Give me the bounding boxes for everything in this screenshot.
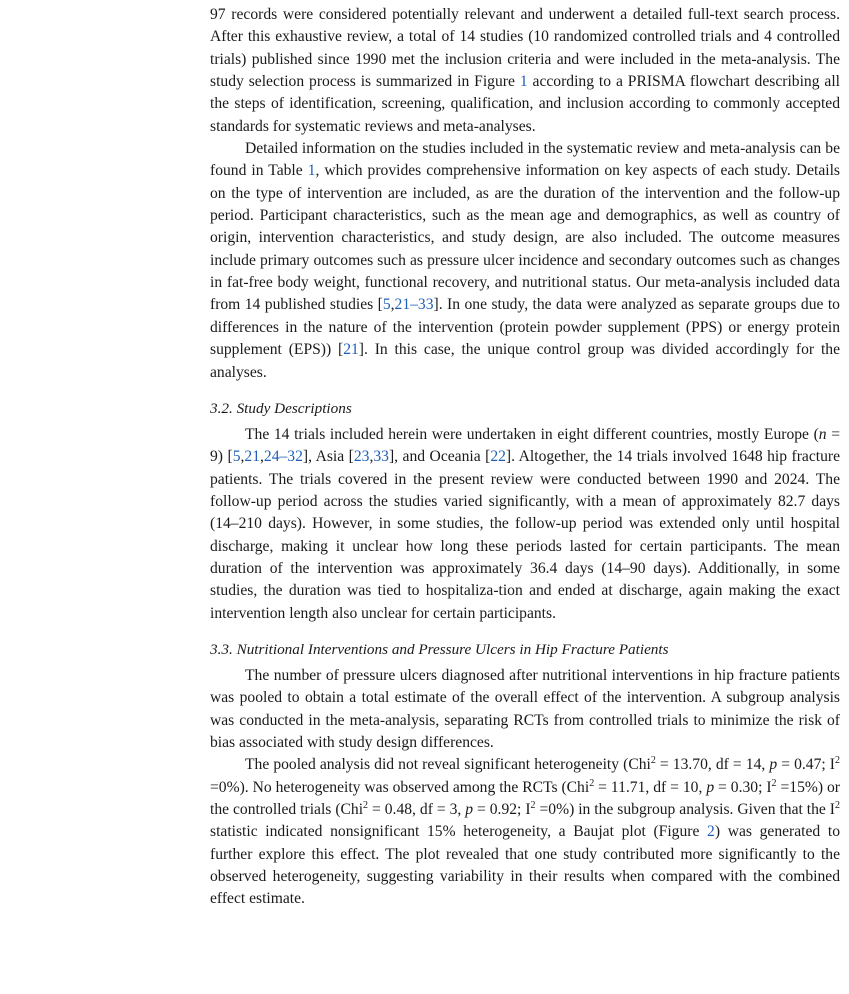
text-run: , xyxy=(369,448,374,466)
citation-link[interactable]: 22 xyxy=(490,448,506,466)
figure-link[interactable]: 1 xyxy=(519,73,528,91)
text-run: ) was generated to further explore this effect. The plot revealed that one study contributed more significantly to the observed heterogeneity, suggesting variability in their results when compared with the combined effect estimate. xyxy=(210,823,840,908)
text-run: ]. In this case, the unique control group was divided accordingly for the analyses. xyxy=(210,341,840,381)
text-run: = 11.71, df = 10, xyxy=(594,778,707,796)
text-run: = 0.92; I xyxy=(473,801,531,818)
article-page xyxy=(210,4,840,911)
text-run: , xyxy=(259,448,264,466)
citation-link[interactable]: 23 xyxy=(353,448,370,466)
text-run: ]. In one study, the data were analyzed as separate groups due to differences in the nature of the intervention (protein powder supplement (PPS) or energy protein supplement (EPS)) [ xyxy=(210,296,840,359)
text-run: , xyxy=(390,296,395,314)
text-run: Detailed information on the studies included in the systematic review and meta-analysis can be found in Table xyxy=(210,140,840,180)
text-run: = 0.47; I xyxy=(777,756,835,774)
text-run: The pooled analysis did not reveal significant heterogeneity (Chi xyxy=(245,756,651,774)
citation-link[interactable]: 5 xyxy=(382,296,391,314)
citation-link[interactable]: 5 xyxy=(232,448,241,466)
superscript: 2 xyxy=(835,800,840,811)
text-run: according to a PRISMA flowchart describing all the steps of identification, screening, qualification, and inclusion according to commonly accepted standards for systematic reviews and meta-analyses. xyxy=(210,73,840,135)
text-run: The 14 trials included herein were undertaken in eight different countries, mostly Europe ( xyxy=(245,425,819,443)
italic-variable: n xyxy=(818,425,827,443)
text-run: , which provides comprehensive information on key aspects of each study. Details on the type of intervention are included, as are the duration of the intervention and the follow-up period. Participant characteristics, such as the mean age and demographics, as well as country of origin, intervention characteristics, and study design, are also included. The outcome measures include primary outcomes such as pressure ulcer incidence and secondary outcomes such as changes in fat-free body weight, functional recovery, and nutritional status. Our meta-analysis included data from 14 published studies [ xyxy=(210,162,840,314)
text-run: =0%). No heterogeneity was observed among the RCTs (Chi xyxy=(210,778,590,796)
text-run: ], Asia [ xyxy=(302,448,354,466)
text-run: ]. Altogether, the 14 trials involved 1648 hip fracture patients. The trials covered in the present review were conducted between 1990 and 2024. The follow-up period across the studies varied significantly, with a mean of approximately 82.7 days (14–210 days). However, in some studies, the follow-up period was extended only until hospital discharge, making it unclear how long these periods lasted for certain participants. The mean duration of the intervention was approximately 36.4 days (14–90 days). Additionally, in some studies, the duration was tied to hospitaliza-tion and ended at discharge, again making the exact intervention length also unclear for certain participants. xyxy=(210,448,841,622)
table-link[interactable]: 1 xyxy=(307,162,316,180)
superscript: 2 xyxy=(834,755,840,767)
italic-variable: p xyxy=(465,801,474,818)
figure-link[interactable]: 2 xyxy=(707,823,715,841)
text-run: = 0.48, df = 3, xyxy=(368,801,466,818)
paragraph-study-selection xyxy=(210,4,840,138)
paragraph-pooling: The number of pressure ulcers diagnosed after nutritional interventions in hip fracture patients was pooled to obtain a total estimate of the overall effect of the intervention. A subgroup analysis was conducted in the meta-analysis, separating RCTs from controlled trials to minimize the risk of bias associated with study design differences. xyxy=(210,666,840,751)
text-run: , xyxy=(240,448,245,466)
citation-link[interactable]: 33 xyxy=(373,448,389,466)
citation-link[interactable]: 21 xyxy=(343,341,359,359)
text-run: =0%) in the subgroup analysis. Given that the I xyxy=(535,801,835,818)
superscript: 2 xyxy=(589,777,595,789)
paragraph-study-descriptions xyxy=(210,424,840,625)
text-run: = 0.30; I xyxy=(714,778,772,796)
paragraph-heterogeneity xyxy=(210,754,840,910)
text-run: = 9) [ xyxy=(210,425,840,466)
citation-link[interactable]: 21 xyxy=(244,448,260,466)
text-run: statistic indicated nonsignificant 15% heterogeneity, a Baujat plot (Figure xyxy=(210,823,708,841)
section-heading-nutritional-interventions: 3.3. Nutritional Interventions and Pressure Ulcers in Hip Fracture Patients xyxy=(210,640,669,658)
superscript: 2 xyxy=(530,800,536,811)
citation-link[interactable]: 21–33 xyxy=(394,296,434,314)
superscript: 2 xyxy=(363,800,369,811)
paragraph-table-description xyxy=(210,138,840,384)
text-run: = 13.70, df = 14, xyxy=(655,756,770,774)
text-run: 97 records were considered potentially relevant and underwent a detailed full-text search process. After this exhaustive review, a total of 14 studies (10 randomized controlled trials and 4 controlled trials) published since 1990 met the inclusion criteria and were included in the meta-analysis. The study selection process is summarized in Figure xyxy=(210,6,840,91)
text-run: =15%) or the controlled trials (Chi xyxy=(210,778,840,818)
citation-link[interactable]: 24–32 xyxy=(263,448,303,466)
section-heading-study-descriptions: 3.2. Study Descriptions xyxy=(210,399,352,417)
superscript: 2 xyxy=(771,777,777,789)
italic-variable: p xyxy=(769,756,778,774)
superscript: 2 xyxy=(650,755,656,767)
italic-variable: p xyxy=(706,778,715,796)
text-run: ], and Oceania [ xyxy=(388,448,491,466)
